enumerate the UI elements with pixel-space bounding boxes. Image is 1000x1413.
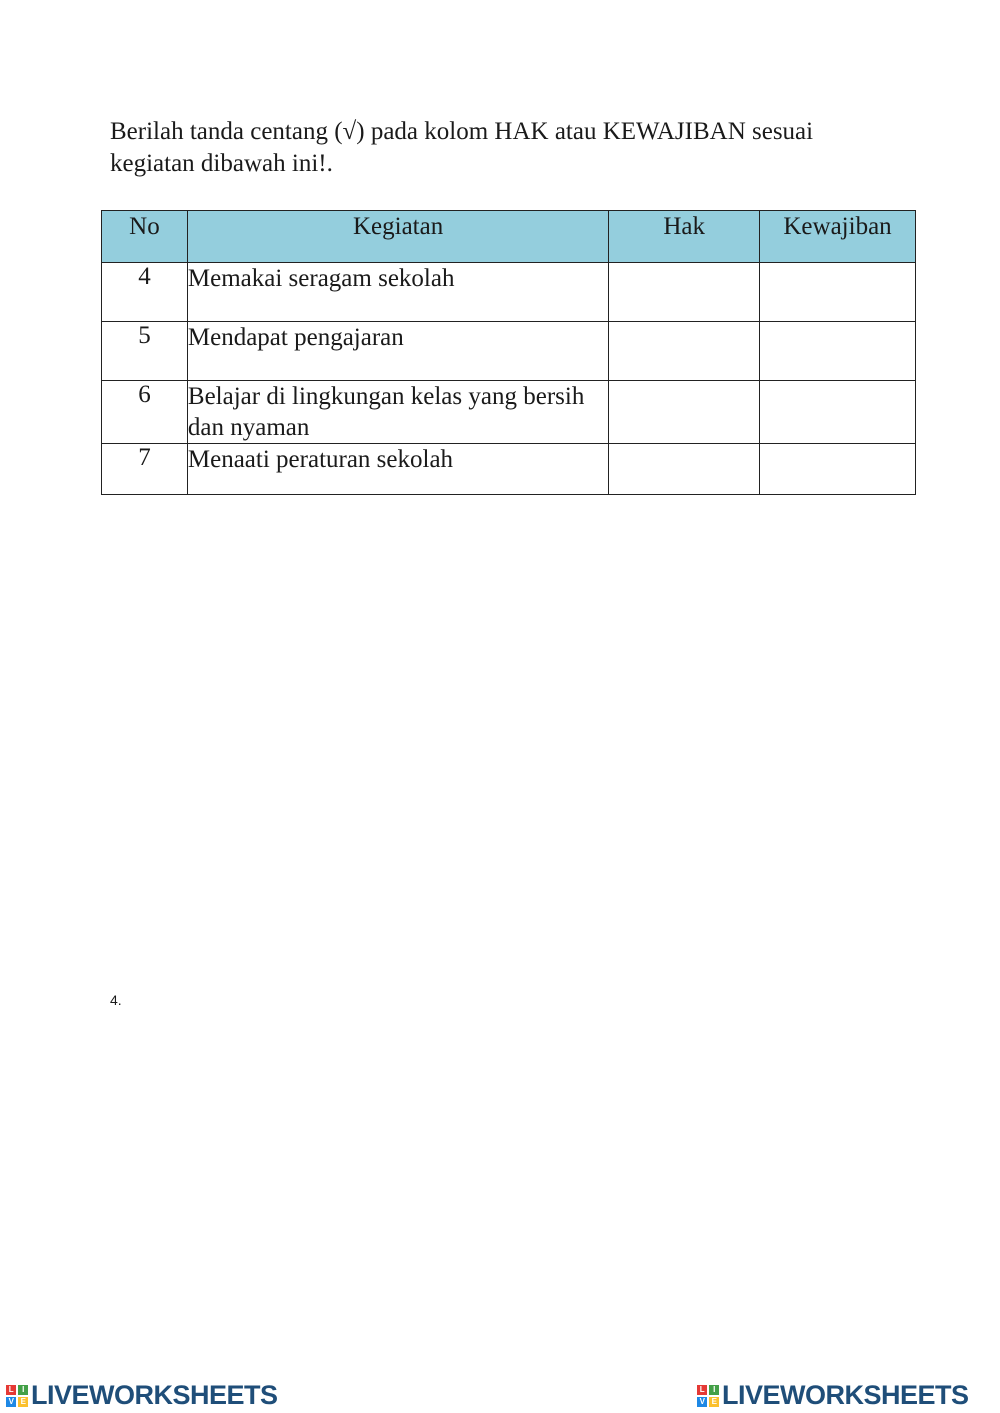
logo-letter: L [6, 1385, 16, 1395]
kewajiban-answer-cell[interactable] [760, 322, 916, 381]
hak-answer-cell[interactable] [609, 444, 760, 495]
footer-logo-left[interactable] [6, 1380, 278, 1411]
table-header-row [102, 211, 916, 263]
logo-letter: I [18, 1385, 28, 1395]
hak-answer-cell[interactable] [609, 263, 760, 322]
row-number: 6 [102, 381, 188, 444]
instruction-line-1: Berilah tanda centang (√) pada kolom HAK atau KEWAJIBAN sesuai [110, 118, 814, 145]
table-row [102, 263, 916, 322]
row-number: 4 [102, 263, 188, 322]
header-kegiatan: Kegiatan [187, 211, 608, 263]
hak-answer-cell[interactable] [609, 381, 760, 444]
table-row [102, 381, 916, 444]
brand-name: LIVEWORKSHEETS [722, 1380, 969, 1410]
logo-letter: L [697, 1385, 707, 1395]
header-hak: Hak [609, 211, 760, 263]
activity-text: Belajar di lingkungan kelas yang bersih dan nyaman [187, 381, 608, 444]
row-number: 7 [102, 444, 188, 495]
table-row [102, 322, 916, 381]
logo-letter: E [18, 1397, 28, 1407]
activity-text: Memakai seragam sekolah [187, 263, 608, 322]
header-no: No [102, 211, 188, 263]
logo-letter: E [709, 1397, 719, 1407]
instruction-text [110, 116, 910, 180]
row-number: 5 [102, 322, 188, 381]
kewajiban-answer-cell[interactable] [760, 263, 916, 322]
logo-letter: V [6, 1397, 16, 1407]
liveworksheets-logo-icon [6, 1385, 28, 1407]
liveworksheets-logo-icon [697, 1385, 719, 1407]
hak-answer-cell[interactable] [609, 322, 760, 381]
kewajiban-answer-cell[interactable] [760, 444, 916, 495]
instruction-line-2: kegiatan dibawah ini!. [110, 150, 333, 177]
activity-text: Menaati peraturan sekolah [187, 444, 608, 495]
activity-text: Mendapat pengajaran [187, 322, 608, 381]
rights-obligations-table [101, 210, 916, 495]
brand-name: LIVEWORKSHEETS [31, 1380, 278, 1410]
kewajiban-answer-cell[interactable] [760, 381, 916, 444]
table-row [102, 444, 916, 495]
logo-letter: V [697, 1397, 707, 1407]
footer-logo-right[interactable] [697, 1380, 969, 1411]
item-number: 4. [110, 992, 122, 1008]
header-kewajiban: Kewajiban [760, 211, 916, 263]
logo-letter: I [709, 1385, 719, 1395]
